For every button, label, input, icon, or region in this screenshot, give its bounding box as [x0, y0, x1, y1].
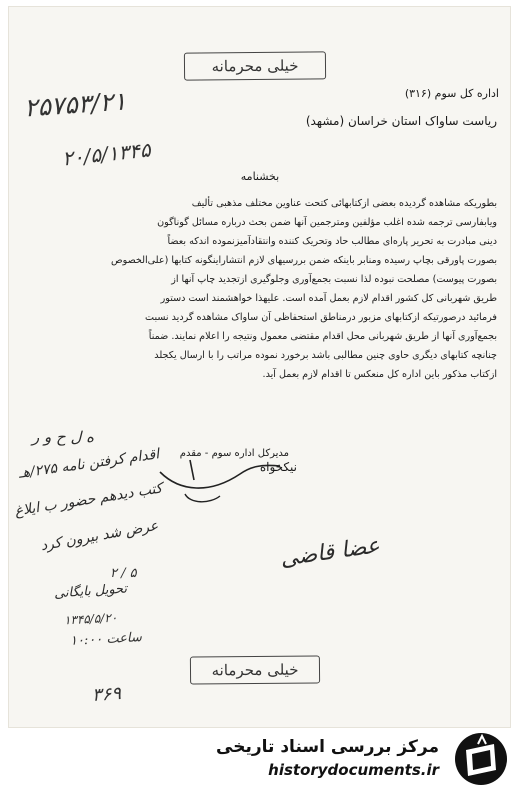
handwritten-note: کتب دیدهم حضور ب ایلاغ	[13, 480, 164, 520]
handwritten-signature-right: عضا قاضی	[278, 533, 382, 572]
office-header: اداره کل سوم (۳۱۶)	[404, 87, 499, 100]
handwritten-note: عرض شد بیرون کرد	[39, 517, 160, 555]
body-line: بطوریکه مشاهده گردیده بعضی ازکتابهائی کتحت عناوین مختلف مذهبی تألیف	[191, 198, 497, 209]
body-line: دینی مبادرت به تحریر پاره‌ای مطالب حاد وتحریک کننده وانتقادآمیزنموده اندکه بعضاً	[167, 236, 497, 247]
signature-name: نیکخواه	[259, 460, 297, 474]
signature-label: مدیرکل اداره سوم - مقدم	[179, 448, 289, 459]
handwritten-date: ۱۳۴۵/۵/۲۰	[63, 610, 118, 628]
body-line: طریق شهربانی کل کشور اقدام لازم بعمل آمده است. علیهذا خواهشمند است دستور	[160, 293, 497, 304]
body-line: ویابفارسی ترجمه شده اغلب مؤلفین ومترجمین آنها ضمن بحث درباره مسائل گوناگون	[157, 217, 497, 228]
archive-logo-icon	[452, 730, 510, 788]
footer-title: مرکز بررسی اسناد تاریخی	[216, 737, 439, 757]
confidential-stamp-top: خیلی محرمانه	[184, 51, 326, 80]
document-body	[77, 194, 497, 384]
handwritten-note: اقدام کرفتن نامه ۲۷۵/هـ	[17, 446, 161, 482]
confidential-stamp-bottom: خیلی محرمانه	[190, 655, 320, 684]
body-line: بصورت پاورقی بچاپ رسیده ومنابر باینکه ضمن بررسیهای لازم انتشاراینگونه کتابها (علی‌الخصوص	[111, 255, 497, 266]
signature-scribble-icon	[150, 452, 290, 512]
handwritten-archive-number: ۳۶۹	[91, 683, 122, 706]
handwritten-filing-ref: ۲ / ۵	[110, 566, 137, 581]
handwritten-margin-date: ۲۰/۵/۱۳۴۵	[60, 137, 152, 171]
footer-url: historydocuments.ir	[268, 761, 439, 779]
handwritten-margin-number: ۲۵۷۵۳/۲۱	[23, 86, 128, 123]
circular-title: بخشنامه	[240, 170, 280, 183]
body-line: ازکتاب مذکور باین اداره کل منعکس تا اقدام لازم بعمل آید.	[262, 369, 497, 380]
recipient-line: ریاست ساواک استان خراسان (مشهد)	[305, 114, 497, 128]
handwritten-time: ساعت ۱۰:۰۰	[69, 630, 143, 649]
handwritten-note: ه ل ح و ر	[32, 428, 94, 446]
handwritten-note: تحویل بایگانی	[53, 581, 128, 602]
body-line: بجمع‌آوری آنها از طریق شهربانی محل اقدام مقتضی معمول ونتیجه را اعلام نمایند. ضمناً	[148, 331, 497, 342]
body-line: چنانچه کتابهای دیگری حاوی چنین مطالبی باشد برخورد نموده مراتب را با ارسال یکجلد	[154, 350, 497, 361]
body-line: فرمائید درصورتیکه ازکتابهای مزبور درمناطق استحفاظی آن ساواک مشاهده گردید نسبت	[145, 312, 497, 323]
body-line: بصورت پیوست) مصلحت نبوده لذا نسبت بجمع‌آوری وجلوگیری ازتجدید چاپ آنها از	[171, 274, 497, 285]
